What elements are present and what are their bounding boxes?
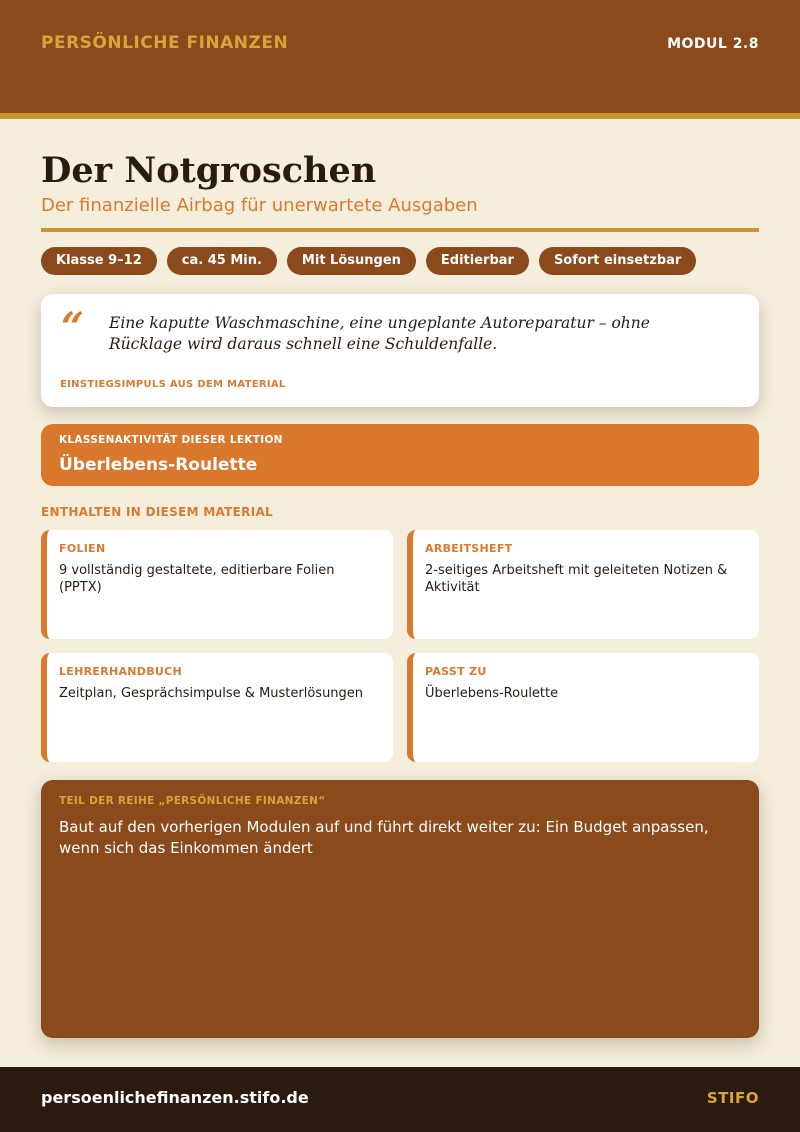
content-card-workbook [407,530,759,639]
page-title: Der Notgroschen [41,150,377,191]
card-title: LEHRERHANDBUCH [59,665,183,678]
header-stripe [0,113,800,119]
card-text: 2-seitiges Arbeitsheft mit geleiteten Notizen & Aktivität [425,563,728,595]
tag-duration: ca. 45 Min. [167,247,277,275]
tag-ready: Sofort einsetzbar [539,247,696,275]
card-title: FOLIEN [59,542,106,555]
card-text: Zeitplan, Gesprächsimpulse & Musterlösungen [59,686,364,701]
quote-card [41,294,759,407]
header-bar [0,0,800,113]
tag-editable: Editierbar [426,247,529,275]
website-link[interactable]: persoenlichefinanzen.stifo.de [41,1088,309,1107]
series-panel [41,780,759,1038]
footer-bar [0,1067,800,1132]
tag-list [41,247,696,275]
series-brand: PERSÖNLICHE FINANZEN [41,33,289,53]
card-title: ARBEITSHEFT [425,542,513,555]
series-label: TEIL DER REIHE „PERSÖNLICHE FINANZEN“ [59,795,326,807]
publisher-brand: STIFO [706,1089,759,1107]
quote-caption: EINSTIEGSIMPULS AUS DEM MATERIAL [60,379,286,390]
activity-name: Überlebens-Roulette [59,455,258,475]
contents-heading: ENTHALTEN IN DIESEM MATERIAL [41,505,274,519]
activity-banner [41,424,759,486]
tag-grade: Klasse 9–12 [41,247,157,275]
card-text: Überlebens-Roulette [425,686,559,701]
card-title: PASST ZU [425,665,487,678]
content-card-matches [407,653,759,762]
card-text: 9 vollständig gestaltete, editierbare Folien (PPTX) [59,563,335,595]
activity-label: KLASSENAKTIVITÄT DIESER LEKTION [59,434,283,446]
tag-solutions: Mit Lösungen [287,247,416,275]
quote-icon: “ [61,304,85,351]
title-divider [41,228,759,232]
content-card-teacher-guide [41,653,393,762]
page-subtitle: Der finanzielle Airbag für unerwartete Ausgaben [41,195,478,216]
series-text: Baut auf den vorherigen Modulen auf und führt direkt weiter zu: Ein Budget anpassen, wenn sich das Einkommen ändert [59,818,709,857]
quote-text: Eine kaputte Waschmaschine, eine ungeplante Autoreparatur – ohne Rücklage wird daraus schnell eine Schuldenfalle. [109,314,650,353]
module-number: MODUL 2.8 [667,36,759,52]
content-card-slides [41,530,393,639]
